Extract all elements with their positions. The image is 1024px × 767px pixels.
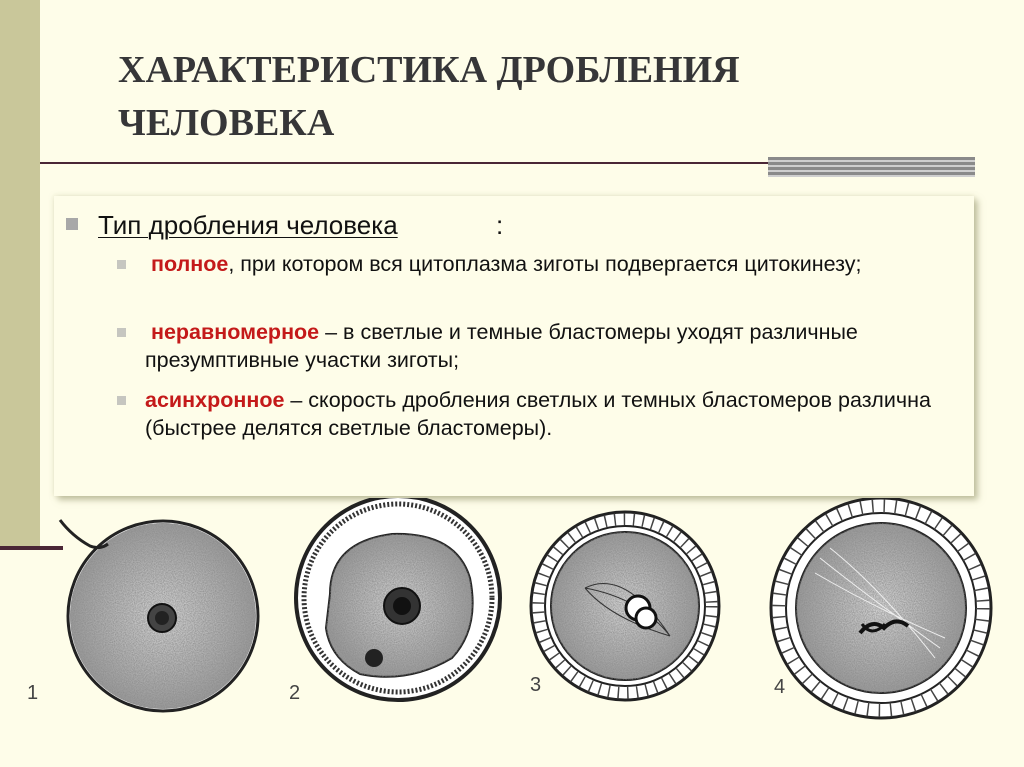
- figure-label-4: 4: [774, 676, 786, 698]
- figure-4-zygote: [771, 498, 991, 718]
- sub-bullet-1-text: , при котором вся цитоплазма зиготы подвергается цитокинезу;: [228, 252, 862, 276]
- figure-label-1: 1: [27, 682, 39, 704]
- title-underline-bar: [768, 157, 975, 177]
- sub-bullet-2-keyword: неравномерное: [150, 320, 320, 344]
- title-line-1: ХАРАКТЕРИСТИКА ДРОБЛЕНИЯ: [118, 49, 740, 91]
- figure-label-2: 2: [289, 682, 301, 704]
- sub-bullet-1-keyword: полное: [150, 252, 229, 276]
- main-bullet-heading: Тип дробления человека: [98, 210, 398, 240]
- sub-bullet-square: [117, 328, 126, 337]
- sub-bullet-square: [117, 396, 126, 405]
- main-bullet-colon: :: [496, 210, 504, 240]
- main-bullet-square: [66, 218, 78, 230]
- sub-bullet-3-keyword: асинхронное: [145, 388, 285, 412]
- figure-1-zygote: [60, 520, 258, 711]
- left-decorative-band: [0, 0, 40, 548]
- sub-bullet-3-text: – скорость дробления светлых и темных бластомеров различна (быстрее делятся светлые бластомеры).: [145, 388, 931, 440]
- slide-title: [118, 44, 918, 150]
- cleavage-figures: [0, 498, 1024, 767]
- sub-bullet-2-text: – в светлые и темные бластомеры уходят различные презумптивные участки зиготы;: [145, 320, 858, 372]
- figure-2-zygote: [296, 498, 500, 700]
- sub-bullet-square: [117, 260, 126, 269]
- figure-3-zygote: [531, 512, 719, 700]
- title-line-2: ЧЕЛОВЕКА: [118, 102, 335, 144]
- figure-label-3: 3: [530, 674, 542, 696]
